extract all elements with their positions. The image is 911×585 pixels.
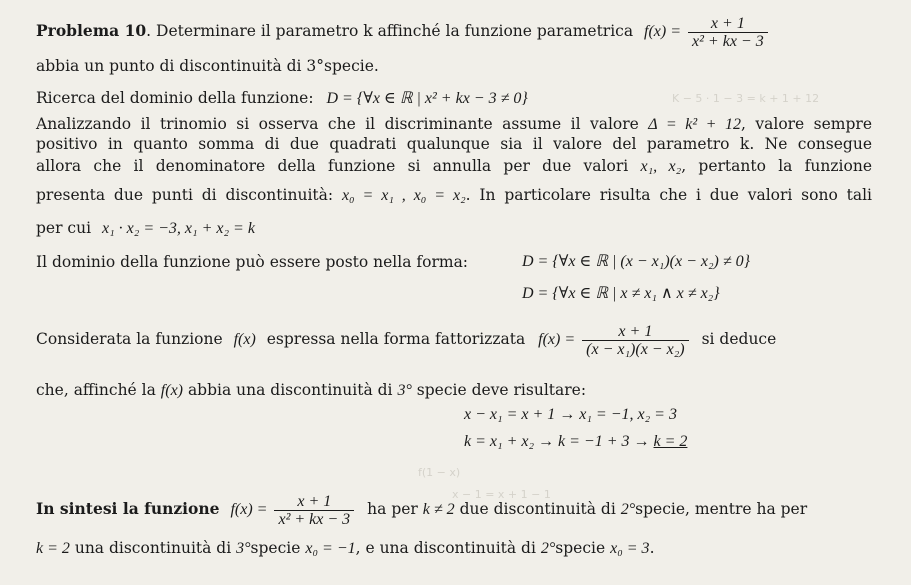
factored-function: f(x) = $\frac{x + 1}{\text{(x − x₁)(x − x₂)}}$ bbox=[538, 331, 695, 348]
condition-eq-2: k = x₁ + x₂ → k = −1 + 3 → k = 2 bbox=[464, 433, 688, 450]
summary-x0-second: x₀ = 3 bbox=[610, 540, 650, 557]
problem-statement-line2: abbia un punto di discontinuità di 3°specie. bbox=[36, 57, 379, 75]
condition-fx: f(x) bbox=[160, 382, 183, 399]
analysis-line-2: positivo in quanto somma di due quadrati qualunque sia il valore del parametro k. Ne consegue bbox=[36, 135, 872, 153]
pencil-note-1: K − 5 · 1 − 3 = k + 1 + 12 bbox=[672, 92, 820, 105]
problem-label: Problema 10 bbox=[36, 21, 147, 40]
summary-line-2: k = 2 una discontinuità di 3°specie x₀ = −1, e una discontinuità di 2°specie x₀ = 3. bbox=[36, 539, 655, 557]
factored-fraction: $\frac{x + 1}{\text{(x − x₁)(x − x₂)}}$ bbox=[582, 323, 688, 358]
factored-form-line: Considerata la funzione f(x) espressa nella forma fattorizzata f(x) = $\frac{x + 1}{\text{(x − x₁)(x − x₂)}}$ si deduce bbox=[36, 322, 777, 358]
analysis-line-1: Analizzando il trinomio si osserva che il discriminante assume il valore Δ = k² + 12, valore sempre bbox=[36, 115, 873, 133]
summary-function: f(x) = $\frac{x + 1}{\text{x² + kx − 3}}$ bbox=[230, 501, 361, 518]
domain-form-expr-1: D = {∀x ∈ ℝ | (x − x₁)(x − x₂) ≠ 0} bbox=[522, 253, 751, 270]
condition-eq-1: x − x₁ = x + 1 → x₁ = −1, x₂ = 3 bbox=[464, 406, 677, 423]
domain-search-line bbox=[36, 88, 528, 109]
summary-cond-2: k = 2 bbox=[36, 540, 70, 557]
condition-degree: 3° bbox=[397, 382, 412, 399]
domain-form-line bbox=[36, 252, 468, 272]
function-fraction: $\frac{x + 1}{\text{x² + kx − 3}}$ bbox=[688, 15, 768, 50]
roots-expr: x₁, x₂ bbox=[640, 158, 682, 175]
result-k-equals-2: k = 2 bbox=[653, 433, 688, 450]
function-definition: f(x) = $\frac{x + 1}{\text{x² + kx − 3}}$ bbox=[644, 23, 771, 40]
analysis-line-3: allora che il denominatore della funzione si annulla per due valori x₁, x₂, pertanto la funzione bbox=[36, 157, 872, 175]
summary-x0-first: x₀ = −1 bbox=[305, 540, 356, 557]
roots-relations-expr: x₁ · x₂ = −3, x₁ + x₂ = k bbox=[102, 220, 255, 237]
domain-search-expr: D = {∀x ∈ ℝ | x² + kx − 3 ≠ 0} bbox=[326, 90, 528, 107]
domain-search-label: Ricerca del dominio della funzione: bbox=[36, 89, 314, 107]
factored-fx: f(x) bbox=[233, 331, 256, 348]
domain-form-label: Il dominio della funzione può essere posto nella forma: bbox=[36, 253, 469, 271]
analysis-line-5: per cui x₁ · x₂ = −3, x₁ + x₂ = k bbox=[36, 219, 255, 237]
discriminant-expr: Δ = k² + 12 bbox=[648, 116, 741, 133]
pencil-note-3: x − 1 = x + 1 − 1 bbox=[452, 488, 551, 501]
domain-form-expr-2: D = {∀x ∈ ℝ | x ≠ x₁ ∧ x ≠ x₂} bbox=[522, 285, 720, 302]
problem-statement-line1 bbox=[36, 12, 771, 51]
summary-fraction: $\frac{x + 1}{\text{x² + kx − 3}}$ bbox=[274, 493, 354, 528]
summary-cond-1: k ≠ 2 bbox=[422, 501, 455, 518]
summary-line-1: In sintesi la funzione f(x) = $\frac{x + 1}{\text{x² + kx − 3}}$ ha per k ≠ 2 due discontinuità di 2°specie, mentre ha per bbox=[36, 492, 808, 528]
analysis-line-4: presenta due punti di discontinuità: x₀ = x₁ , x₀ = x₂. In particolare risulta che i due valori sono tali bbox=[36, 186, 873, 204]
pencil-note-2: f(1 − x) bbox=[418, 466, 461, 479]
discontinuity-points-expr: x₀ = x₁ , x₀ = x₂ bbox=[341, 187, 466, 204]
problem-intro: . Determinare il parametro k affinché la funzione parametrica bbox=[146, 22, 634, 40]
condition-line: che, affinché la f(x) abbia una discontinuità di 3° specie deve risultare: bbox=[36, 381, 587, 399]
